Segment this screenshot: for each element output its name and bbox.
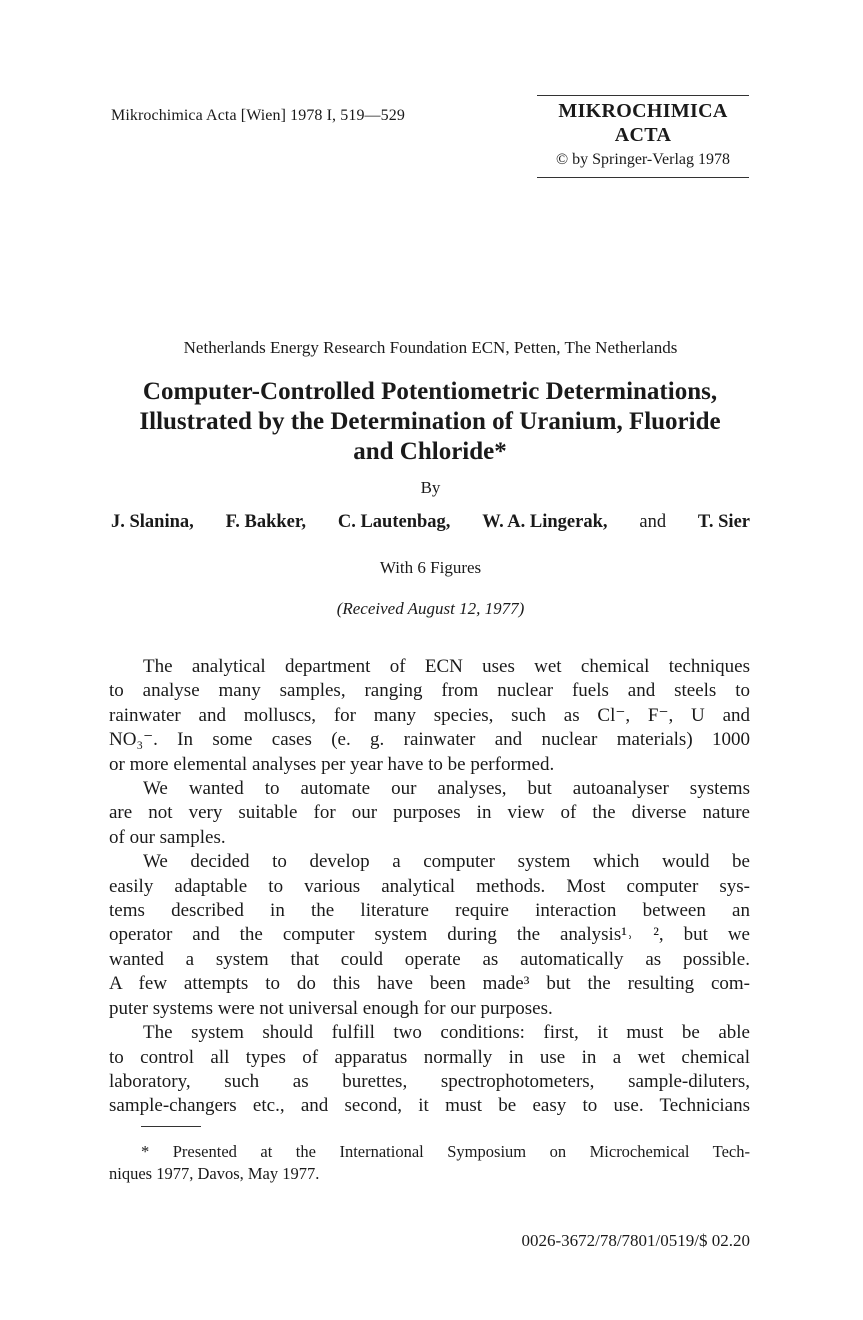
text-line: rainwater and molluscs, for many species, such as Cl⁻, F⁻, U and <box>109 704 750 726</box>
text-line: operator and the computer system during the analysis¹˒ ², but we <box>109 924 750 946</box>
byline-by: By <box>420 478 441 497</box>
title-line: and Chloride* <box>353 438 507 465</box>
author-name: J. Slanina, <box>111 512 194 532</box>
article-title <box>100 377 760 467</box>
title-line: Illustrated by the Determination of Uranium, Fluoride <box>139 408 721 435</box>
masthead-copyright: © by Springer-Verlag 1978 <box>555 151 731 168</box>
text-line: A few attempts to do this have been made³ but the resulting com- <box>109 973 750 995</box>
footnote <box>109 1141 750 1185</box>
received-date: (Received August 12, 1977) <box>336 599 525 618</box>
masthead-title-line1: MIKROCHIMICA <box>558 100 728 122</box>
text-line: to analyse many samples, ranging from nuclear fuels and steels to <box>109 680 750 702</box>
author-name: W. A. Lingerak, <box>482 512 608 532</box>
text-line: sample-changers etc., and second, it must be easy to use. Technicians <box>109 1095 750 1117</box>
text-line: easily adaptable to various analytical methods. Most computer sys- <box>109 875 750 897</box>
masthead-title-line2: ACTA <box>614 124 672 146</box>
journal-masthead <box>537 95 749 178</box>
text-line: tems described in the literature require interaction between an <box>109 900 750 922</box>
text-line: NO₃⁻. In some cases (e. g. rainwater and nuclear materials) 1000 <box>109 729 750 751</box>
text-line: of our samples. <box>109 826 226 848</box>
text-line: wanted a system that could operate as automatically as possible. <box>109 948 750 970</box>
text-line: are not very suitable for our purposes in view of the diverse nature <box>109 802 750 824</box>
text-line: We wanted to automate our analyses, but autoanalyser systems <box>143 778 750 800</box>
text-line: The system should fulfill two conditions: first, it must be able <box>143 1022 750 1044</box>
author-name: F. Bakker, <box>225 512 306 532</box>
text-line: to control all types of apparatus normally in use in a wet chemical <box>109 1046 750 1068</box>
text-line: laboratory, such as burettes, spectrophotometers, sample-diluters, <box>109 1070 750 1092</box>
figures-note: With 6 Figures <box>379 558 482 577</box>
footnote-line: * Presented at the International Symposium on Microchemical Tech- <box>141 1142 750 1161</box>
footnote-divider <box>141 1126 201 1127</box>
text-line: puter systems were not universal enough for our purposes. <box>109 997 553 1019</box>
body-text <box>109 655 750 1119</box>
title-line: Computer-Controlled Potentiometric Determinations, <box>142 378 718 405</box>
author-conjunction: and <box>639 512 667 532</box>
affiliation: Netherlands Energy Research Foundation ECN, Petten, The Netherlands <box>183 338 678 357</box>
author-name: C. Lautenbag, <box>337 512 451 532</box>
author-list <box>111 512 750 533</box>
text-line: or more elemental analyses per year have to be performed. <box>109 753 555 775</box>
text-line: The analytical department of ECN uses wet chemical techniques <box>143 656 750 677</box>
text-line: We decided to develop a computer system which would be <box>143 851 750 873</box>
journal-reference: Mikrochimica Acta [Wien] 1978 I, 519—529 <box>111 107 405 124</box>
article-code: 0026-3672/78/7801/0519/$ 02.20 <box>521 1231 750 1250</box>
author-name: T. Sier <box>697 512 750 532</box>
footnote-line: niques 1977, Davos, May 1977. <box>109 1164 320 1183</box>
